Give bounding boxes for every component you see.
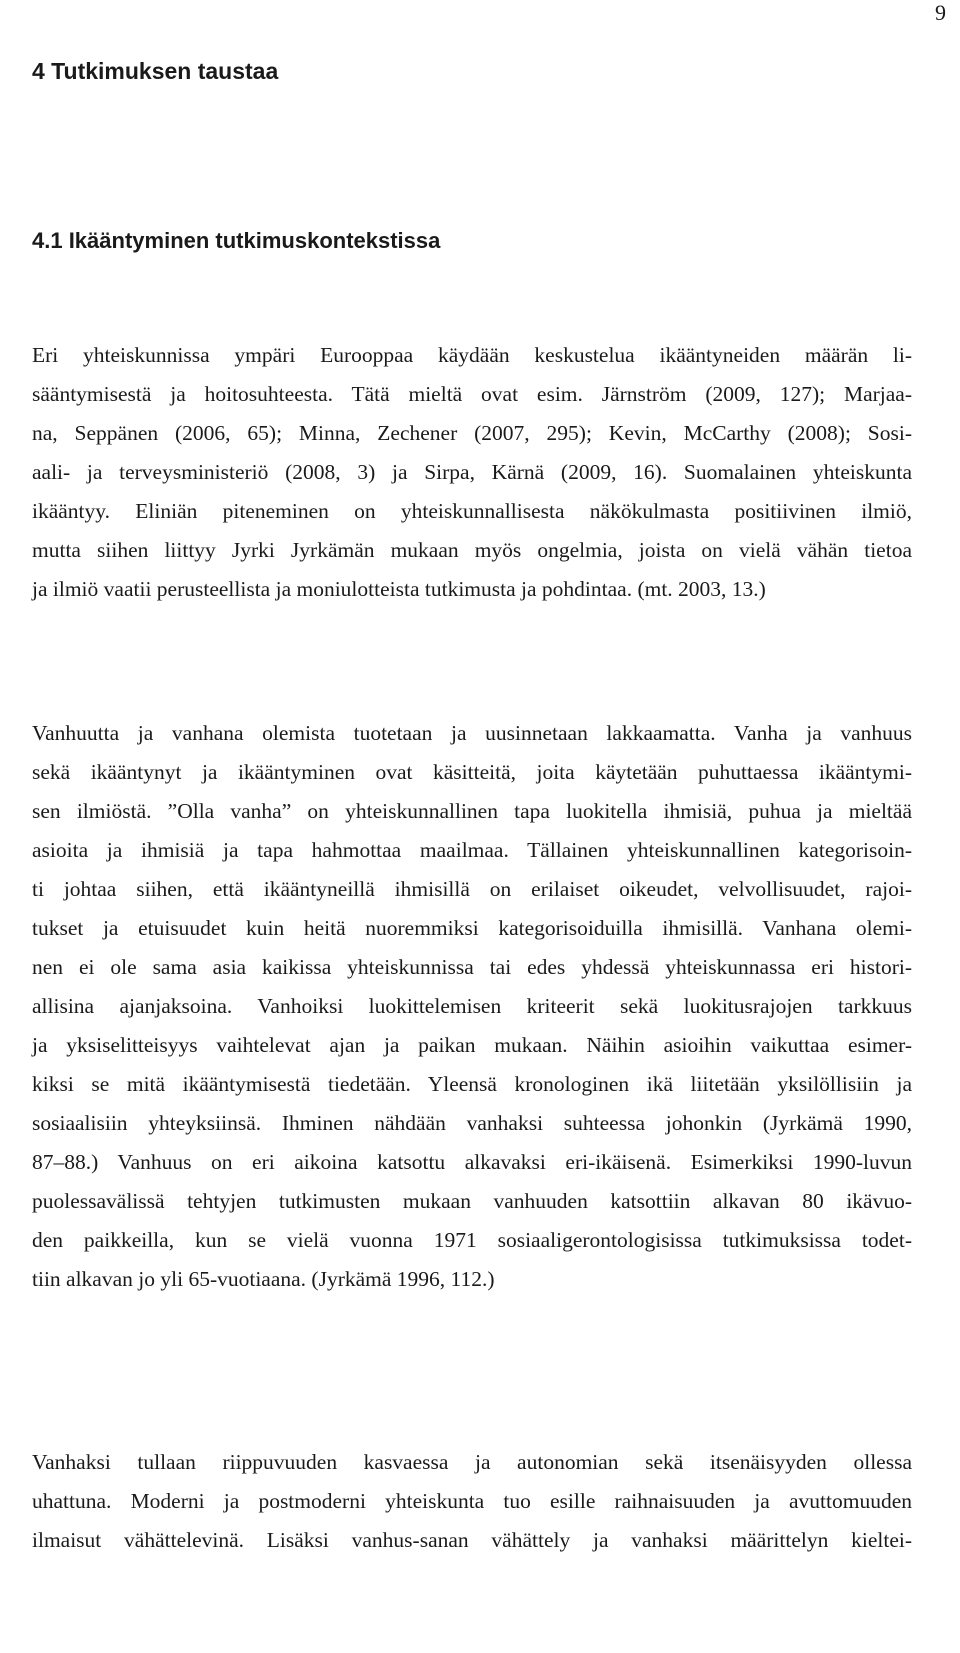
text-line: allisina ajanjaksoina. Vanhoiksi luokittelemisen kriteerit sekä luokitusrajojen tarkkuus <box>32 994 912 1018</box>
text-line: aali- ja terveysministeriö (2008, 3) ja Sirpa, Kärnä (2009, 16). Suomalainen yhteiskunta <box>32 460 912 484</box>
text-line: sosiaalisiin yhteyksiinsä. Ihminen nähdään vanhaksi suhteessa johonkin (Jyrkämä 1990, <box>32 1111 912 1135</box>
paragraph-3 <box>32 1443 912 1560</box>
text-line: sääntymisestä ja hoitosuhteesta. Tätä mieltä ovat esim. Järnström (2009, 127); Marjaa- <box>32 382 912 406</box>
text-line: puolessavälissä tehtyjen tutkimusten mukaan vanhuuden katsottiin alkavan 80 ikävuo- <box>32 1189 912 1213</box>
text-line: ilmaisut vähättelevinä. Lisäksi vanhus-sanan vähättely ja vanhaksi määrittelyn kieltei- <box>32 1528 912 1552</box>
text-line: uhattuna. Moderni ja postmoderni yhteiskunta tuo esille raihnaisuuden ja avuttomuuden <box>32 1489 912 1513</box>
text-line: sen ilmiöstä. ”Olla vanha” on yhteiskunnallinen tapa luokitella ihmisiä, puhua ja mieltää <box>32 799 912 823</box>
text-line: kiksi se mitä ikääntymisestä tiedetään. Yleensä kronologinen ikä liitetään yksilöllisiin ja <box>32 1072 912 1096</box>
text-line: nen ei ole sama asia kaikissa yhteiskunnissa tai edes yhdessä yhteiskunnassa eri histori- <box>32 955 912 979</box>
text-line: den paikkeilla, kun se vielä vuonna 1971 sosiaaligerontologisissa tutkimuksissa todet- <box>32 1228 912 1252</box>
paragraph-2 <box>32 714 912 1299</box>
text-line: sekä ikääntynyt ja ikääntyminen ovat käsitteitä, joita käytetään puhuttaessa ikääntymi- <box>32 760 912 784</box>
text-line: ja yksiselitteisyys vaihtelevat ajan ja paikan mukaan. Näihin asioihin vaikuttaa esimer- <box>32 1033 912 1057</box>
text-line: ti johtaa siihen, että ikääntyneillä ihmisillä on erilaiset oikeudet, velvollisuudet, rajoi- <box>32 877 912 901</box>
text-line: Eri yhteiskunnissa ympäri Eurooppaa käydään keskustelua ikääntyneiden määrän li- <box>32 343 912 367</box>
page-number: 9 <box>935 0 946 25</box>
text-line: na, Seppänen (2006, 65); Minna, Zechener (2007, 295); Kevin, McCarthy (2008); Sosi- <box>32 421 912 445</box>
text-line: tukset ja etuisuudet kuin heitä nuoremmiksi kategorisoiduilla ihmisillä. Vanhana olemi- <box>32 916 912 940</box>
chapter-heading: 4 Tutkimuksen taustaa <box>32 58 279 84</box>
text-line: Vanhaksi tullaan riippuvuuden kasvaessa ja autonomian sekä itsenäisyyden ollessa <box>32 1450 912 1474</box>
text-line: ja ilmiö vaatii perusteellista ja moniulotteista tutkimusta ja pohdintaa. (mt. 2003, 13.) <box>32 577 766 601</box>
text-line: asioita ja ihmisiä ja tapa hahmottaa maailmaa. Tällainen yhteiskunnallinen kategorisoin- <box>32 838 912 862</box>
text-line: ikääntyy. Eliniän piteneminen on yhteiskunnallisesta näkökulmasta positiivinen ilmiö, <box>32 499 912 523</box>
text-line: Vanhuutta ja vanhana olemista tuotetaan ja uusinnetaan lakkaamatta. Vanha ja vanhuus <box>32 721 912 745</box>
text-line: mutta siihen liittyy Jyrki Jyrkämän mukaan myös ongelmia, joista on vielä vähän tietoa <box>32 538 912 562</box>
section-heading: 4.1 Ikääntyminen tutkimuskontekstissa <box>32 228 441 253</box>
text-line: 87–88.) Vanhuus on eri aikoina katsottu alkavaksi eri-ikäisenä. Esimerkiksi 1990-luvun <box>32 1150 912 1174</box>
text-line: tiin alkavan jo yli 65-vuotiaana. (Jyrkämä 1996, 112.) <box>32 1267 495 1291</box>
paragraph-1 <box>32 336 912 609</box>
